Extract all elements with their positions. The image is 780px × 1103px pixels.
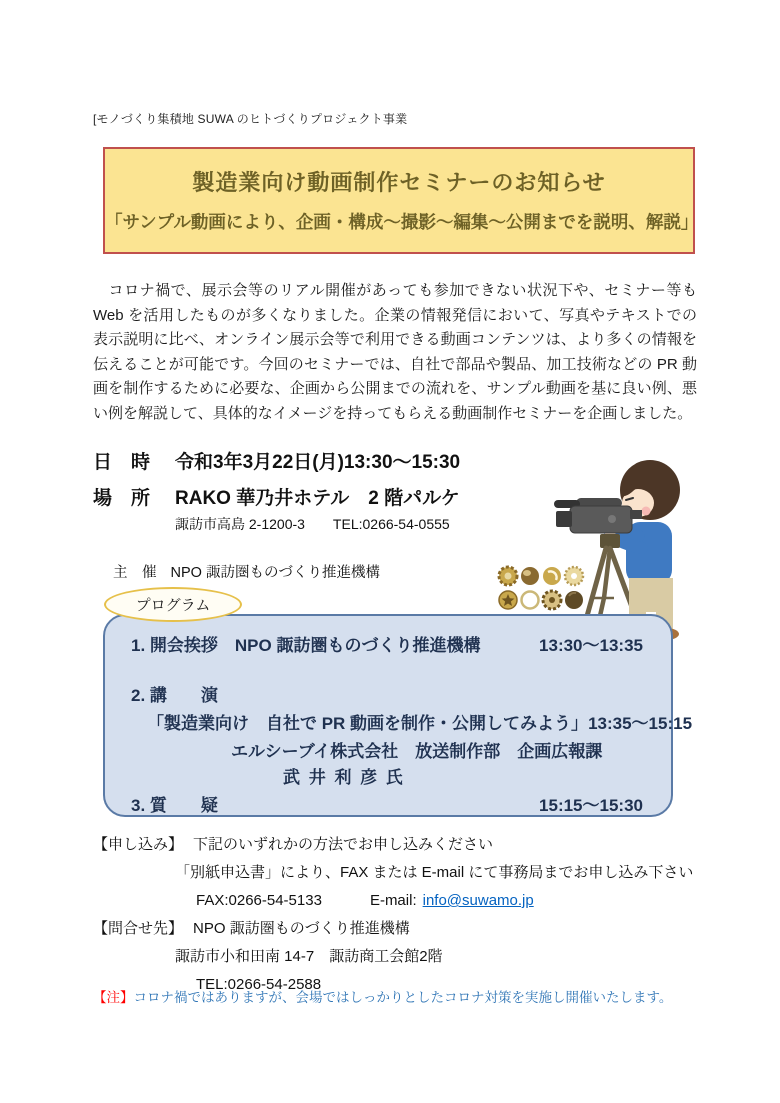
seminar-title: 製造業向け動画制作セミナーのお知らせ — [192, 170, 606, 195]
program-item-time: 13:35～15:15 — [588, 714, 693, 733]
program-item-time: 15:15～15:30 — [539, 796, 643, 815]
program-item-text: 1. 開会挨拶 NPO 諏訪圏ものづくり推進機構 — [131, 636, 481, 655]
intro-paragraph: コロナ禍で、展示会等のリアル開催があっても参加できない状況下や、セミナー等も Web を活用したものが多くなりました。企業の情報発信において、写真やテキストでの表示説明に比べ、オンライン展示会等で利用できる動画コンテンツは、より多くの情報を伝えることが可能です。今回のセミナーでは、自社で部品や製品、加工技術などの PR 動画を制作するために必要な、企画から公開までの流れを、サンプル動画を基に良い例、悪い例を解説して、具体的なイメージを持ってもらえる動画制作セミナーを企画しました。 — [93, 282, 697, 422]
program-label-oval — [104, 587, 242, 622]
place-label: 場 所 — [93, 488, 151, 509]
program-label: プログラム — [135, 597, 211, 614]
program-speaker: 武 井 利 彦 氏 — [283, 768, 405, 787]
program-item-text: エルシーブイ株式会社 放送制作部 企画広報課 — [231, 742, 603, 761]
program-box — [103, 614, 693, 817]
program-item-text: 2. 講 演 — [131, 686, 218, 705]
contact-row — [93, 918, 410, 940]
program-row — [131, 684, 643, 708]
program-row — [131, 712, 693, 736]
cameraman-figure — [554, 460, 680, 640]
seminar-subtitle: 「サンプル動画により、企画・構成～撮影～編集～公開までを説明、解説」 — [105, 212, 699, 232]
program-row — [131, 634, 643, 658]
program-item-text: 「製造業向け 自社で PR 動画を制作・公開してみよう」 — [147, 714, 589, 733]
email-link[interactable]: info@suwamo.jp — [422, 892, 534, 909]
organizer-label: 主 催 — [113, 565, 157, 581]
title-box — [103, 147, 699, 254]
apply-label: 【申し込み】 — [93, 836, 184, 853]
program-row — [131, 766, 643, 790]
contact-label: 【問合せ先】 — [93, 920, 184, 937]
apply-line1: 下記のいずれかの方法でお申し込みください — [193, 836, 494, 853]
contact-tel: TEL:0266-54-2588 — [196, 976, 322, 993]
organizer-value: NPO 諏訪圏ものづくり推進機構 — [170, 565, 380, 581]
program-row — [131, 740, 643, 764]
date-value: 令和3年3月22日(月)13:30～15:30 — [175, 452, 461, 473]
place-value: RAKO 華乃井ホテル 2 階パルケ — [175, 488, 460, 509]
contact-org: NPO 諏訪圏ものづくり推進機構 — [193, 920, 410, 937]
date-label: 日 時 — [93, 452, 151, 473]
place-address: 諏訪市高島 2-1200-3 TEL:0266-54-0555 — [175, 516, 450, 532]
email-label: E-mail: — [369, 892, 417, 909]
program-item-time: 13:30～13:35 — [539, 636, 643, 655]
contact-address: 諏訪市小和田南 14-7 諏訪商工会館2階 — [175, 948, 443, 965]
program-row — [131, 794, 643, 818]
program-item-text: 3. 質 疑 — [131, 796, 218, 815]
note-text: コロナ禍ではありますが、会場ではしっかりとしたコロナ対策を実施し開催いたします。 — [133, 990, 673, 1005]
fax-number: FAX:0266-54-5133 — [196, 892, 322, 909]
note-label: 【注】 — [93, 990, 134, 1005]
apply-line2: 「別紙申込書」により、FAX または E-mail にて事務局までお申し込み下さい — [175, 864, 694, 881]
spacer — [328, 890, 364, 912]
place-row — [93, 483, 460, 510]
header-note: [モノづくり集積地 SUWA のヒトづくりプロジェクト事業 — [93, 112, 408, 126]
apply-contact-line — [196, 890, 534, 912]
organizer-row — [113, 561, 380, 582]
note-row — [93, 988, 672, 1008]
date-row — [93, 447, 460, 474]
apply-row — [93, 834, 493, 856]
